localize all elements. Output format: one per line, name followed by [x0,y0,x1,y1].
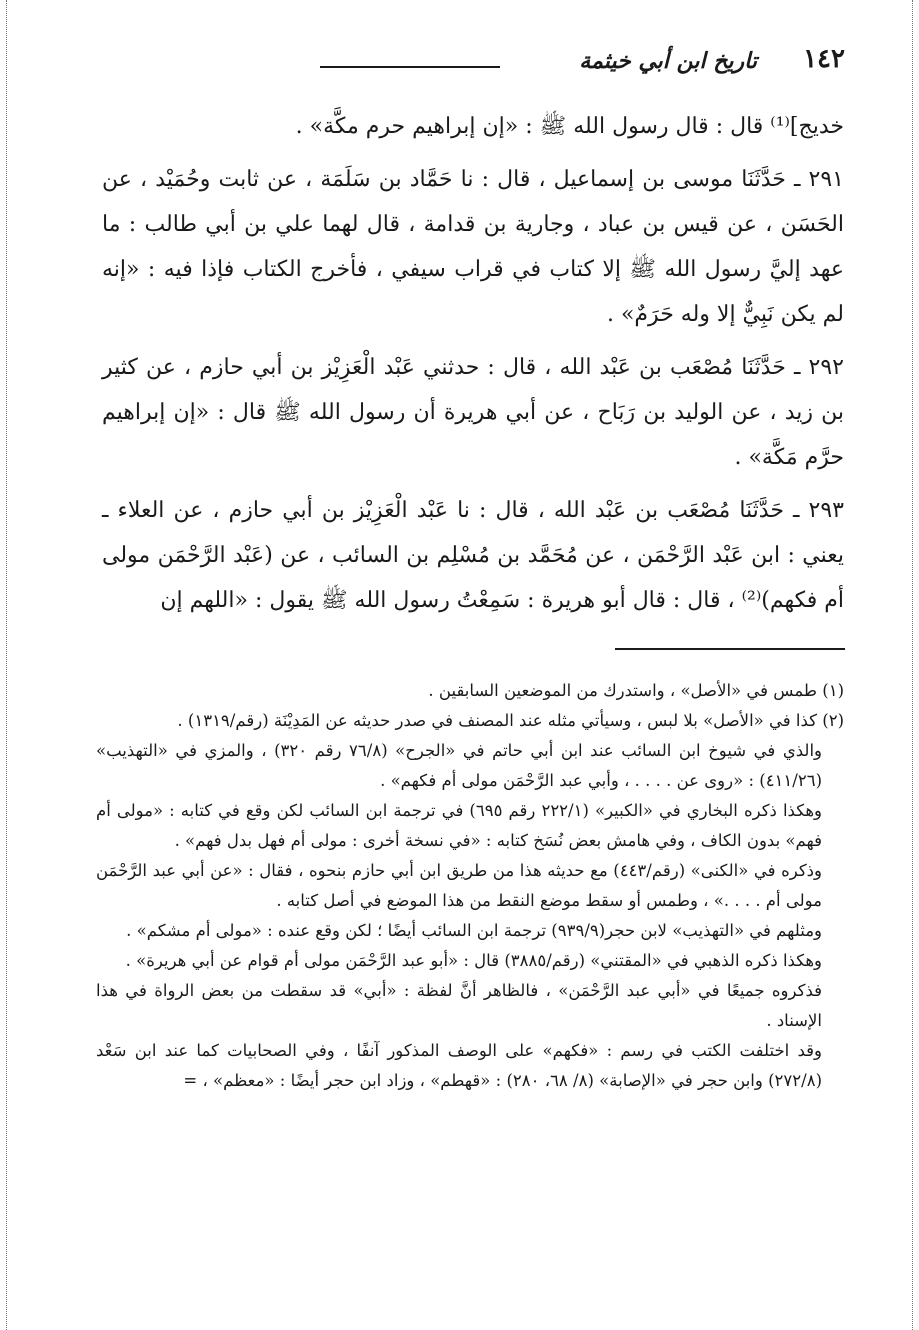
footnote-2: (٢) كذا في «الأصل» بلا لبس ، وسيأتي مثله عند المصنف في صدر حديثه عن المَدِيْنَة (رقم/١٣١٩) . [177,711,844,730]
footnote-2-cont-5: وهكذا ذكره الذهبي في «المقتني» (رقم/٣٨٨٥) قال : «أبو عبد الرَّحْمَن مولى أم قوام عن أبي هريرة» . [125,951,822,970]
hadith-292: ٢٩٢ ـ حَدَّثَنَا مُصْعَب بن عَبْد الله ، قال : حدثني عَبْد الْعَزِيْز بن أبي حازم ، عن كثير بن زيد ، عن الوليد بن رَبَاح ، عن أبي هريرة أن رسول الله ﷺ قال : «إن إبراهيم حرَّم مَكَّة» . [102,355,844,470]
paragraph-continuation: خديج]⁽¹⁾ قال : قال رسول الله ﷺ : «إن إبراهيم حرم مكَّة» . [295,114,844,139]
footnote-2-cont-7: وقد اختلفت الكتب في رسم : «فكهم» على الوصف المذكور آنفًا ، وفي الصحابيات كما عند ابن سَعْد (٢٧٢/٨) وابن حجر في «الإصابة» (٨/ ٦٨، ٢٨٠) : «قهطم» ، وزاد ابن حجر أيضًا : «معظم» ، = [96,1041,822,1090]
scan-edge-right [912,0,913,1330]
footnote-1: (١) طمس في «الأصل» ، واستدرك من الموضعين السابقين . [428,681,844,700]
footnote-2-cont-4: ومثلهم في «التهذيب» لابن حجر(٩٣٩/٩) ترجمة ابن السائب أيضًا ؛ لكن وقع عنده : «مولى أم مشكم» . [126,921,822,940]
footnote-2-cont-3: وذكره في «الكنى» (رقم/٤٤٣) مع حديثه هذا من طريق ابن أبي حازم بنحوه ، فقال : «عن أبي عبد الرَّحْمَن مولى أم . . . .» ، وطمس أو سقط موضع النقط من هذا الموضع في أصل كتابه . [96,861,823,910]
footnote-separator [615,648,845,650]
page-header [110,40,845,80]
hadith-291: ٢٩١ ـ حَدَّثَنَا موسى بن إسماعيل ، قال : نا حَمَّاد بن سَلَمَة ، عن ثابت وحُمَيْد ، عن الحَسَن ، عن قيس بن عباد ، وجارية بن قدامة ، قال لهما علي بن أبي طالب : ما عهد إليَّ رسول الله ﷺ إلا كتاب في قراب سيفي ، فأخرج الكتاب فإذا فيه : «إنه لم يكن نَبِيٌّ إلا وله حَرَمٌ» . [102,167,845,327]
footnotes [96,676,844,1096]
footnote-2-cont-2: وهكذا ذكره البخاري في «الكبير» (٢٢٢/١ رقم ٦٩٥) في ترجمة ابن السائب لكن وقع في كتابه : «مولى أم فهم» بدون الكاف ، وفي هامش بعض نُسَخ كتابه : «في نسخة أخرى : مولى أم فهل بدل فهم» . [96,801,822,850]
footnote-2-cont-1: والذي في شيوخ ابن السائب عند ابن أبي حاتم في «الجرح» (٧٦/٨ رقم ٣٢٠) ، والمزي في «التهذيب» (٤١١/٢٦) : «روى عن . . . . ، وأبي عبد الرَّحْمَن مولى أم فكهم» . [96,741,823,790]
page-number: ١٤٢ [803,44,845,74]
main-text [102,104,844,623]
scan-edge-left [6,0,7,1330]
running-title: تاريخ ابن أبي خيثمة [579,48,757,74]
footnote-2-cont-6: فذكروه جميعًا في «أبي عبد الرَّحْمَن» ، فالظاهر أنَّ لفظة : «أبي» قد سقطت من بعض الرواة في هذا الإسناد . [96,981,822,1030]
hadith-293: ٢٩٣ ـ حَدَّثَنَا مُصْعَب بن عَبْد الله ، قال : نا عَبْد الْعَزِيْز بن أبي حازم ، عن العلاء ـ يعني : ابن عَبْد الرَّحْمَن ، عن مُحَمَّد بن مُسْلِم بن السائب ، عن (عَبْد الرَّحْمَن مولى أم فكهم)⁽²⁾ ، قال : قال أبو هريرة : سَمِعْتُ رسول الله ﷺ يقول : «اللهم إن [102,498,844,613]
header-rule [320,66,500,68]
